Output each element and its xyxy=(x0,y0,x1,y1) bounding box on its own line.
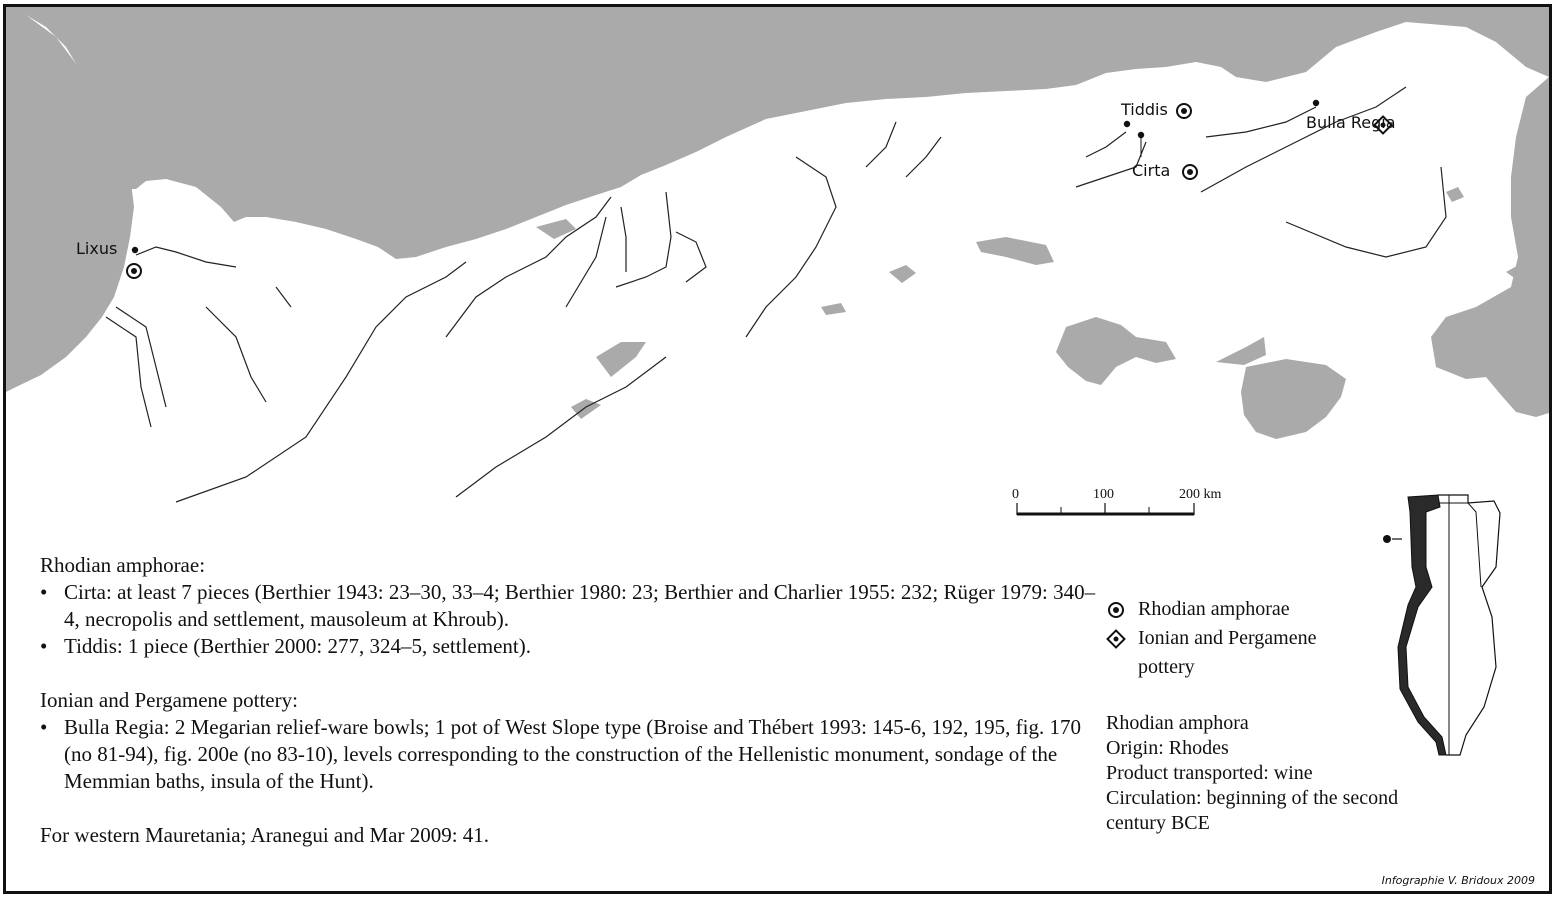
river xyxy=(866,122,896,167)
amphora-type: Rhodian amphora xyxy=(1106,712,1249,734)
list-item: • Bulla Regia: 2 Megarian relief-ware bowls; 1 pot of West Slope type (Broise and Thébert 1993: 145-6, 192, 195, fig. 170 (no 81-94), fig. 200e (no 83-10), levels corresponding to the construction of the Hellenistic monument, sondage of the Memmian baths, insula of the Hunt). xyxy=(40,714,1100,795)
cirta-rhodian-symbol xyxy=(1183,165,1197,179)
salt-lake-2 xyxy=(1241,359,1346,439)
amphora-origin: Origin: Rhodes xyxy=(1106,737,1229,759)
bulla-regia-label: Bulla Regia xyxy=(1306,113,1396,132)
amphora-info xyxy=(1106,711,1466,836)
legend-label: Ionian and Pergamene pottery xyxy=(1138,627,1317,678)
river xyxy=(276,287,291,307)
diamond-dot-icon xyxy=(1106,629,1126,649)
river xyxy=(616,192,671,287)
mediterranean-sea xyxy=(6,7,1549,259)
amphora-circulation: Circulation: beginning of the second century BCE xyxy=(1106,787,1399,834)
scale-tick-200: 200 km xyxy=(1179,487,1222,502)
credit-line: Infographie V. Bridoux 2009 xyxy=(1381,874,1535,887)
scale-tick-0: 0 xyxy=(1012,487,1019,502)
salt-lake-1 xyxy=(1056,317,1176,385)
river xyxy=(1206,107,1316,137)
river xyxy=(206,307,266,402)
river xyxy=(456,357,666,497)
list-item: • Cirta: at least 7 pieces (Berthier 1943: 23–30, 33–4; Berthier 1980: 23; Berthier and Charlier 1955: 232; Rüger 1979: 340–4, necropolis and settlement, mausoleum at Khroub). xyxy=(40,579,1100,633)
tiddis-rhodian-symbol xyxy=(1177,104,1191,118)
circle-dot-icon xyxy=(1106,600,1126,620)
ionian-heading: Ionian and Pergamene pottery: xyxy=(40,688,298,712)
western-note: For western Mauretania; Aranegui and Mar 2009: 41. xyxy=(40,823,490,847)
amphora-product: Product transported: wine xyxy=(1106,762,1313,784)
salt-lake-7 xyxy=(596,342,646,377)
list-item: • Tiddis: 1 piece (Berthier 2000: 277, 324–5, settlement). xyxy=(40,633,1100,660)
legend-item-ionian xyxy=(1106,624,1366,682)
river xyxy=(116,307,166,407)
bulla-regia-point xyxy=(1313,100,1319,106)
map-figure xyxy=(3,4,1552,894)
river xyxy=(1086,132,1126,157)
lixus-rhodian-symbol xyxy=(127,264,141,278)
lixus-point xyxy=(132,247,138,253)
cirta-label: Cirta xyxy=(1132,161,1171,180)
tiddis-point xyxy=(1124,121,1130,127)
rhodian-heading: Rhodian amphorae: xyxy=(40,553,206,577)
scale-tick-100: 100 xyxy=(1093,487,1114,502)
amphora-section-dot xyxy=(1383,535,1391,543)
legend-item-rhodian xyxy=(1106,595,1366,624)
salt-lake-9 xyxy=(821,303,846,315)
river xyxy=(1286,167,1446,257)
salt-lake-3 xyxy=(1216,337,1266,365)
river xyxy=(136,247,236,267)
notes-block xyxy=(40,552,1100,849)
salt-lake-10 xyxy=(1446,187,1464,202)
river xyxy=(106,317,151,427)
river xyxy=(746,157,836,337)
ionian-list xyxy=(40,714,1100,795)
scale-bar xyxy=(1017,503,1194,515)
tiddis-label: Tiddis xyxy=(1121,100,1168,119)
legend xyxy=(1106,595,1366,682)
salt-lake-5 xyxy=(889,265,916,283)
river xyxy=(176,262,466,502)
salt-lake-6 xyxy=(536,219,576,239)
river xyxy=(906,137,941,177)
river xyxy=(621,207,626,272)
legend-label: Rhodian amphorae xyxy=(1138,598,1290,620)
lixus-label: Lixus xyxy=(76,239,118,258)
salt-lake-4 xyxy=(976,237,1054,265)
river xyxy=(1201,87,1406,192)
river xyxy=(676,232,706,282)
rhodian-list xyxy=(40,579,1100,660)
eastern-gulf xyxy=(1431,77,1549,417)
